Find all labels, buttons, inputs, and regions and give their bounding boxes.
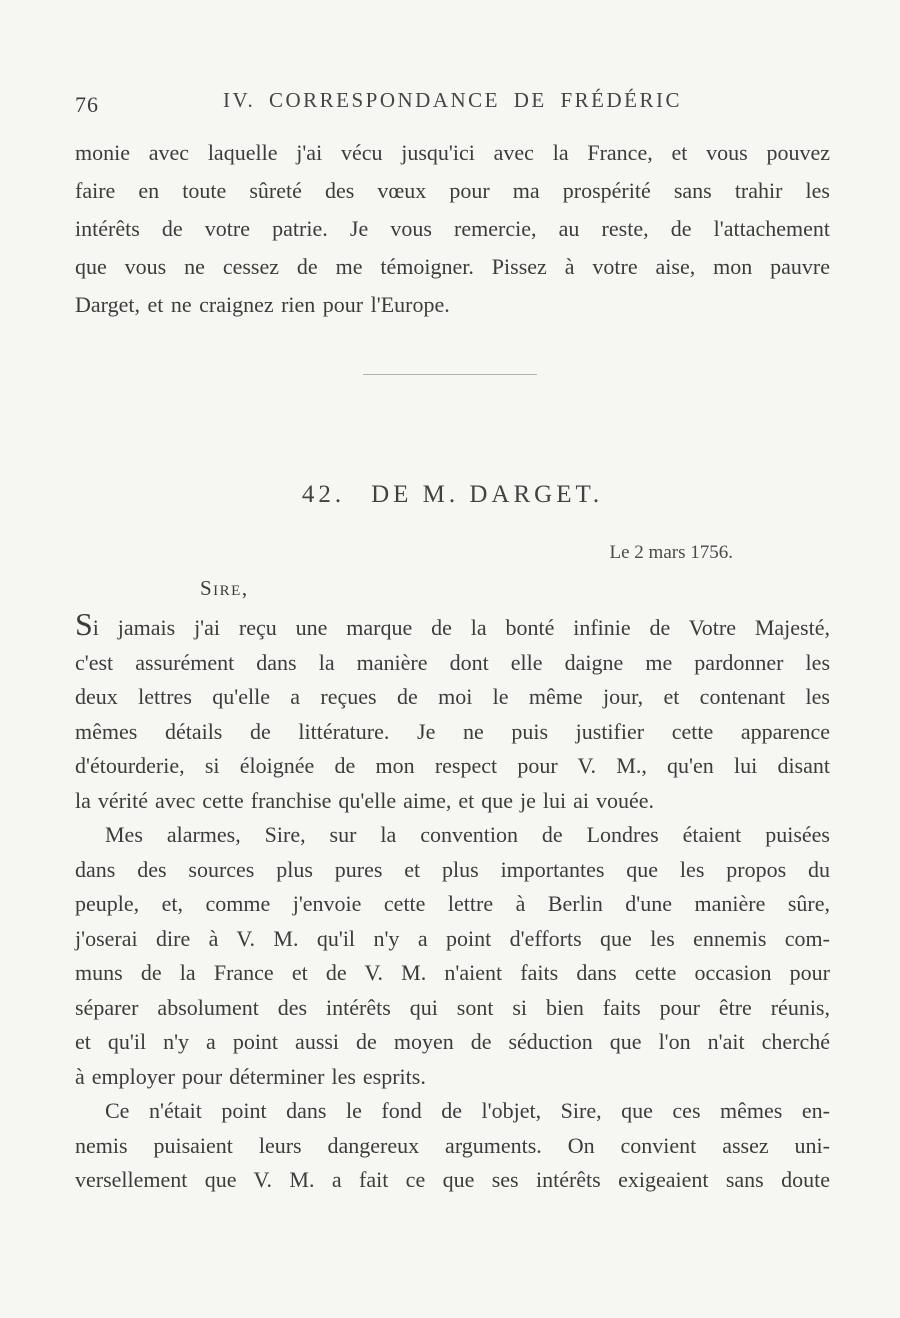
text-line: peuple, et, comme j'envoie cette lettre à Berlin d'une manière sûre, (75, 891, 830, 916)
text-line: intérêts de votre patrie. Je vous remercie, au reste, de l'attachement (75, 216, 830, 241)
text-line: séparer absolument des intérêts qui sont si bien faits pour être réunis, (75, 994, 830, 1020)
running-head (75, 88, 830, 122)
letter-heading (75, 481, 830, 509)
text-line: Ce n'était point dans le fond de l'objet, Sire, que ces mêmes en- (105, 1098, 830, 1123)
text-line: c'est assurément dans la manière dont elle daigne me pardonner les (75, 649, 830, 675)
letter-date: Le 2 mars 1756. (609, 542, 733, 563)
text-line: versellement que V. M. a fait ce que ses intérêts exigeaient sans doute (75, 1167, 830, 1192)
letter-number: 42. (301, 481, 346, 508)
drop-cap-initial: S (75, 606, 93, 642)
text-line: deux lettres qu'elle a reçues de moi le même jour, et contenant les (75, 684, 830, 709)
text-line: la vérité avec cette franchise qu'elle aime, et que je lui ai vouée. (75, 787, 655, 813)
text-line: que vous ne cessez de me témoigner. Pissez à votre aise, mon pauvre (75, 254, 830, 279)
text-line: j'oserai dire à V. M. qu'il n'y a point d'efforts que les ennemis com- (75, 925, 830, 951)
running-header-title: IV. CORRESPONDANCE DE FRÉDÉRIC (223, 88, 682, 112)
text-line: nemis puisaient leurs dangereux arguments. On convient assez uni- (75, 1132, 830, 1158)
page-number: 76 (75, 92, 99, 117)
text-line (75, 608, 830, 646)
text-line: mêmes détails de littérature. Je ne puis justifier cette apparence (75, 718, 830, 744)
text-line: et qu'il n'y a point aussi de moyen de séduction que l'on n'ait cherché (75, 1029, 830, 1054)
text-line: muns de la France et de V. M. n'aient faits dans cette occasion pour (75, 960, 830, 985)
previous-letter-ending (75, 134, 830, 324)
salutation: Sire, (200, 576, 249, 600)
letter-title: DE M. DARGET. (371, 481, 604, 508)
letter-body (75, 608, 830, 1198)
text-line: monie avec laquelle j'ai vécu jusqu'ici avec la France, et vous pouvez (75, 140, 830, 165)
text-line: à employer pour déterminer les esprits. (75, 1063, 426, 1089)
text-line: Mes alarmes, Sire, sur la convention de Londres étaient puisées (105, 822, 830, 847)
text-line: faire en toute sûreté des vœux pour ma prospérité sans trahir les (75, 178, 830, 203)
section-divider-rule (363, 374, 537, 375)
text-line: Darget, et ne craignez rien pour l'Europe. (75, 292, 450, 317)
text-line-rest: i jamais j'ai reçu une marque de la bonté infinie de Votre Majesté, (92, 615, 830, 640)
text-line: d'étourderie, si éloignée de mon respect pour V. M., qu'en lui disant (75, 753, 830, 778)
text-line: dans des sources plus pures et plus importantes que les propos du (75, 856, 830, 882)
